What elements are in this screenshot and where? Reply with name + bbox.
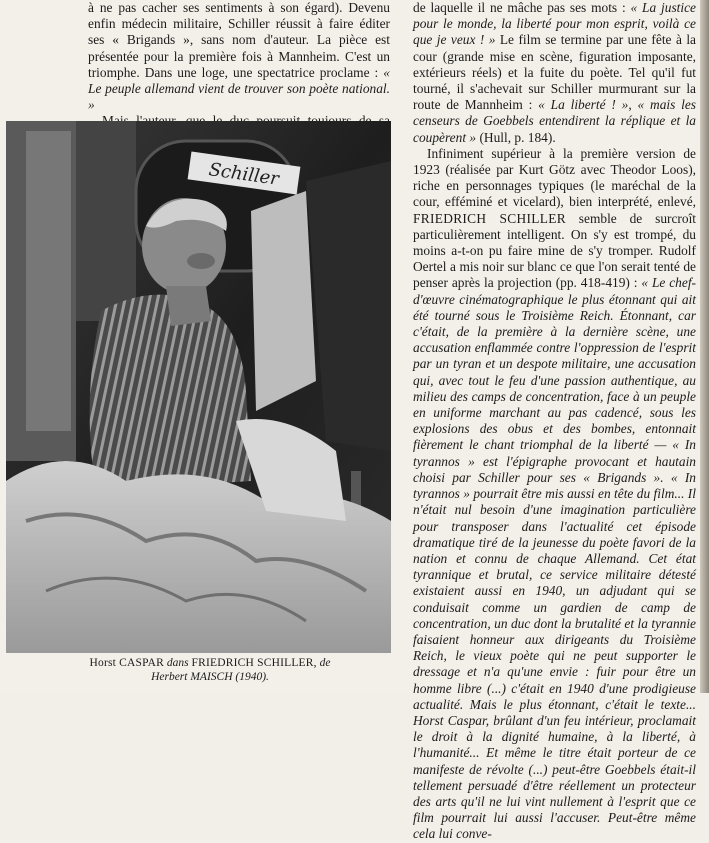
page-binding-edge xyxy=(700,0,709,693)
left-paragraph-1-quote: « Le peuple allemand vient de trouver son poète national. » xyxy=(88,64,390,113)
right-p2-film-title: FRIEDRICH SCHILLER xyxy=(413,210,566,226)
caption-film-title: FRIEDRICH SCHILLER, xyxy=(191,657,317,669)
right-p1-quote-2: « La liberté ! » xyxy=(538,97,629,113)
right-p1-quote-1: « La justice pour le monde, la liberté pour mon esprit, voilà ce que je veux ! » xyxy=(413,0,696,48)
sign-text: Schiller xyxy=(207,159,281,190)
caption-connector-2: de xyxy=(316,657,331,669)
film-still-photo xyxy=(6,121,391,653)
right-p1-quote-3: « mais les censeurs de Goebbels entendirent la réplique et la coupèrent » xyxy=(413,97,697,145)
right-p1-comma: , xyxy=(628,97,638,113)
caption-actor: Horst CASPAR xyxy=(89,657,165,669)
right-column xyxy=(413,0,696,843)
caption-director: Herbert MAISCH (1940). xyxy=(151,671,269,683)
right-p1-text-a: de laquelle il ne mâche pas ses mots : xyxy=(413,0,631,15)
right-p1-text-c: Le film se termine par une fête à la cour (grande mise en scène, figuration imposante, extérieurs réels) et la fuite du poète. Tel qu'il fut tourné, il s'achevait sur Schiller murmurant sur la route de Mannheim : xyxy=(413,32,696,113)
right-p2-oertel-quote: « Le chef-d'œuvre cinématographique le plus étonnant qui ait été tourné sous le Troisième Reich. Étonnant, car c'était, de la première à la dernière scène, une accusation enflammée contre l'oppression de l'esprit par un tyran et un despote militaire, une accusation qui, avec tout le feu d'une passion authentique, au milieu des camps de concentration, face à un peuple en uniforme marchant au pas cadencé, sous les explosions des obus et des bombes, entonnait fièrement le chant triomphal de la liberté — « In tyrannos » est l'épigraphe provocant et hautain choisi par Schiller pour ses « Brigands ». « In tyrannos » pourrait être mis aussi en tête du film... Il n'était nul besoin d'une imagination particulière pour transposer dans l'actualité cet épisode dramatique tiré de la jeunesse du poète favori de la nation et connu de chaque Allemand. Cet état tyrannique et brutal, ce service militaire détesté existaient aussi en 1940, un adjudant qui se conduisait comme un gardien de camp de concentration, un duc dont la brutalité et la tyrannie faisaient honneur aux dirigeants du Troisième Reich, le vieux poète qui ne peut supporter le dressage et n'a qu'une envie : fuir pour être un homme libre (...) c'était en 1940 d'une prodigieuse actualité. Mais le plus étonnant, c'était le texte... Horst Caspar, brûlant d'un feu intérieur, proclamait le droit à la dignité humaine, à la liberté, à l'humanité... Et même le titre était porteur de ce manifeste de révolte (...) peut-être Goebbels était-il tellement persuadé d'être réellement un protecteur des arts qu'il ne lui vint nullement à l'esprit que ce film pourrait lui aussi l'accuser. Peut-être même cela lui conve- xyxy=(413,275,696,842)
photo-caption xyxy=(40,656,380,684)
right-paragraph-1 xyxy=(413,0,696,146)
left-paragraph-1 xyxy=(88,0,390,113)
right-p1-citation: (Hull, p. 184). xyxy=(476,129,556,145)
caption-connector: dans xyxy=(164,657,192,669)
film-still-image xyxy=(6,121,391,653)
right-p2-text-b: semble de surcroît particulièrement intelligent. On s'y est trompé, du moins a-t-on pu faire mine de s'y tromper. Rudolf Oertel a mis noir sur blanc ce que l'on serait tenté de penser après la projection (pp. 418-419) : xyxy=(413,210,697,291)
right-p2-text-a: Infiniment supérieur à la première version de 1923 (réalisée par Kurt Götz avec Theodor Loos), riche en personnages typiques (le maréchal de la cour, efféminé et vicelard), bien interprété, enlevé, xyxy=(413,145,696,210)
left-paragraph-1-text: à ne pas cacher ses sentiments à son égard). Devenu enfin médecin militaire, Schiller réussit à faire éditer ses « Brigands », sans nom d'auteur. La pièce est présentée pour la première fois à Mannheim. C'est un triomphe. Dans une loge, une spectatrice proclame : xyxy=(88,0,390,80)
right-paragraph-2 xyxy=(413,146,696,843)
